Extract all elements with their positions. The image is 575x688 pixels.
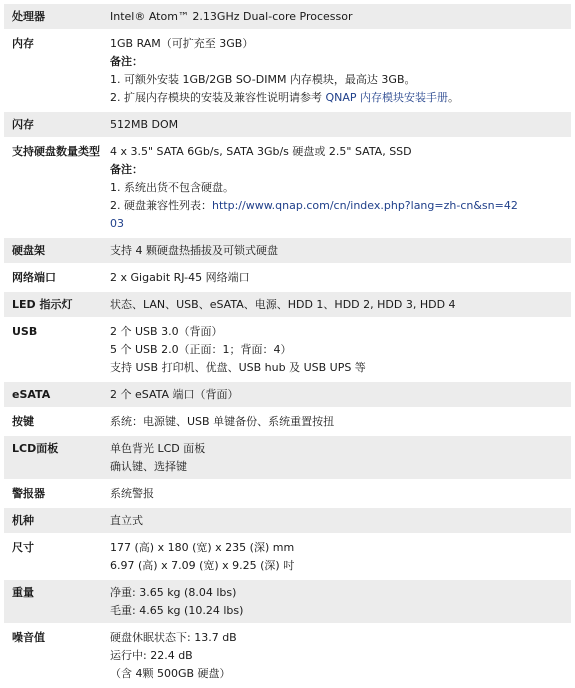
spec-label: 噪音值 bbox=[12, 631, 45, 644]
spec-note-heading: 备注： bbox=[110, 55, 143, 68]
spec-label: eSATA bbox=[12, 388, 51, 401]
spec-value bbox=[104, 580, 571, 623]
spec-label: 机种 bbox=[12, 514, 34, 527]
spec-value bbox=[104, 382, 571, 407]
spec-line: 4 x 3.5" SATA 6Gb/s, SATA 3Gb/s 硬盘或 2.5" SATA, SSD bbox=[110, 145, 412, 158]
spec-label: USB bbox=[12, 325, 38, 338]
spec-row-network bbox=[4, 265, 571, 292]
spec-label: 警报器 bbox=[12, 487, 45, 500]
spec-table bbox=[4, 4, 571, 688]
spec-label: LCD面板 bbox=[12, 442, 59, 455]
spec-line: 177 (高) x 180 (宽) x 235 (深) mm bbox=[110, 541, 295, 554]
spec-row-led bbox=[4, 292, 571, 319]
spec-value bbox=[104, 625, 571, 686]
spec-line: 6.97 (高) x 7.09 (宽) x 9.25 (深) 吋 bbox=[110, 559, 295, 572]
spec-label: 处理器 bbox=[12, 10, 45, 23]
spec-line: 硬盘休眠状态下: 13.7 dB bbox=[110, 631, 237, 644]
spec-line: 支持 USB 打印机、优盘、USB hub 及 USB UPS 等 bbox=[110, 361, 366, 374]
spec-value bbox=[104, 508, 571, 533]
spec-row-cpu bbox=[4, 4, 571, 31]
spec-row-dimensions bbox=[4, 535, 571, 580]
spec-line: 净重: 3.65 kg (8.04 lbs) bbox=[110, 586, 237, 599]
spec-value bbox=[104, 535, 571, 578]
spec-label: 重量 bbox=[12, 586, 34, 599]
compatibility-list-link[interactable]: http://www.qnap.com/cn/index.php?lang=zh-cn&sn=4203 bbox=[110, 199, 518, 230]
spec-row-noise bbox=[4, 625, 571, 688]
spec-line: 2 个 USB 3.0（背面） bbox=[110, 325, 223, 338]
spec-value bbox=[104, 481, 571, 506]
spec-label: 闪存 bbox=[12, 118, 34, 131]
spec-value bbox=[104, 319, 571, 380]
spec-row-lcd bbox=[4, 436, 571, 481]
spec-line: 1. 系统出货不包含硬盘。 bbox=[110, 181, 234, 194]
spec-note-heading: 备注： bbox=[110, 163, 143, 176]
spec-line bbox=[110, 197, 520, 233]
spec-value bbox=[104, 238, 571, 263]
spec-row-form-factor bbox=[4, 508, 571, 535]
spec-line: 支持 4 颗硬盘热插拔及可锁式硬盘 bbox=[110, 244, 278, 257]
spec-row-drive-bay bbox=[4, 238, 571, 265]
spec-line: 直立式 bbox=[110, 514, 143, 527]
spec-value bbox=[104, 139, 571, 236]
spec-row-memory bbox=[4, 31, 571, 112]
spec-line: 2 个 eSATA 端口（背面） bbox=[110, 388, 239, 401]
spec-label: LED 指示灯 bbox=[12, 298, 73, 311]
spec-line: Intel® Atom™ 2.13GHz Dual-core Processor bbox=[110, 10, 353, 23]
spec-line: （含 4颗 500GB 硬盘） bbox=[110, 667, 231, 680]
spec-row-drives bbox=[4, 139, 571, 238]
spec-line-prefix: 2. 硬盘兼容性列表： bbox=[110, 199, 212, 212]
spec-line: 确认键、选择键 bbox=[110, 460, 187, 473]
spec-line: 毛重: 4.65 kg (10.24 lbs) bbox=[110, 604, 244, 617]
spec-line: 512MB DOM bbox=[110, 118, 179, 131]
spec-value bbox=[104, 31, 571, 110]
spec-row-flash bbox=[4, 112, 571, 139]
spec-row-usb bbox=[4, 319, 571, 382]
spec-line bbox=[110, 89, 565, 107]
spec-row-alarm bbox=[4, 481, 571, 508]
spec-line: 5 个 USB 2.0（正面：1；背面：4） bbox=[110, 343, 292, 356]
spec-line-suffix: 。 bbox=[448, 91, 460, 104]
spec-line: 2 x Gigabit RJ-45 网络端口 bbox=[110, 271, 250, 284]
spec-label: 支持硬盘数量类型 bbox=[12, 145, 100, 158]
spec-value bbox=[104, 4, 571, 29]
spec-label: 按键 bbox=[12, 415, 34, 428]
spec-value bbox=[104, 112, 571, 137]
spec-label: 硬盘架 bbox=[12, 244, 45, 257]
spec-label: 内存 bbox=[12, 37, 34, 50]
spec-value bbox=[104, 436, 571, 479]
spec-line-prefix: 2. 扩展内存模块的安装及兼容性说明请参考 bbox=[110, 91, 326, 104]
spec-line: 运行中: 22.4 dB bbox=[110, 649, 193, 662]
spec-line: 系统：电源键、USB 单键备份、系统重置按扭 bbox=[110, 415, 335, 428]
spec-line: 系统警报 bbox=[110, 487, 154, 500]
spec-row-esata bbox=[4, 382, 571, 409]
spec-value bbox=[104, 409, 571, 434]
spec-row-weight bbox=[4, 580, 571, 625]
spec-label: 网络端口 bbox=[12, 271, 56, 284]
spec-row-buttons bbox=[4, 409, 571, 436]
spec-line: 1. 可额外安装 1GB/2GB SO-DIMM 内存模块，最高达 3GB。 bbox=[110, 73, 416, 86]
spec-value bbox=[104, 292, 571, 317]
memory-manual-link[interactable]: QNAP 内存模块安装手册 bbox=[325, 91, 449, 104]
spec-line: 1GB RAM（可扩充至 3GB） bbox=[110, 37, 254, 50]
spec-line: 单色背光 LCD 面板 bbox=[110, 442, 206, 455]
spec-line: 状态、LAN、USB、eSATA、电源、HDD 1、HDD 2, HDD 3, HDD 4 bbox=[110, 298, 456, 311]
spec-value bbox=[104, 265, 571, 290]
spec-label: 尺寸 bbox=[12, 541, 34, 554]
